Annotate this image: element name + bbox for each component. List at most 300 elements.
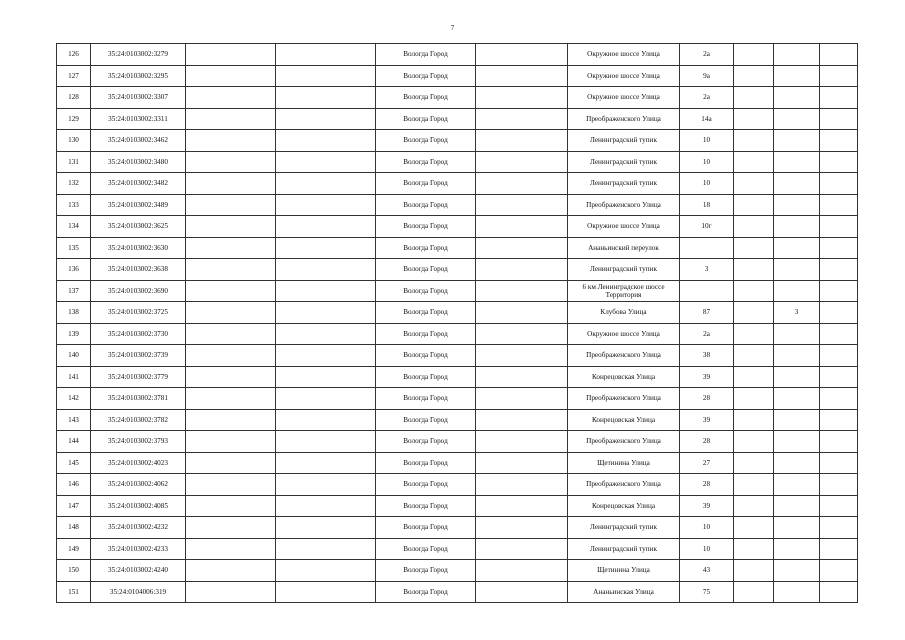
empty-cell: [186, 366, 276, 388]
empty-cell: [820, 44, 858, 66]
empty-cell: [734, 388, 774, 410]
row-number-cell: 137: [57, 280, 91, 302]
empty-cell: [820, 194, 858, 216]
street-cell: Ленинградский тупик: [568, 517, 680, 539]
empty-cell: [276, 302, 376, 324]
empty-cell: [734, 366, 774, 388]
table-row: [57, 474, 858, 496]
empty-cell: [820, 302, 858, 324]
empty-cell: [734, 280, 774, 302]
empty-cell: [476, 345, 568, 367]
cadastral-number-cell: 35:24:0103002:4233: [91, 538, 186, 560]
locality-cell: Вологда Город: [376, 409, 476, 431]
empty-cell: [734, 517, 774, 539]
street-cell: Ленинградский тупик: [568, 259, 680, 281]
house-number-cell: 39: [680, 366, 734, 388]
empty-cell: [276, 495, 376, 517]
locality-cell: Вологда Город: [376, 581, 476, 603]
empty-cell: [820, 323, 858, 345]
cadastral-number-cell: 35:24:0103002:3630: [91, 237, 186, 259]
empty-cell: [734, 108, 774, 130]
empty-cell: [276, 216, 376, 238]
registry-table: [56, 43, 858, 603]
locality-cell: Вологда Город: [376, 474, 476, 496]
locality-cell: Вологда Город: [376, 280, 476, 302]
empty-cell: [476, 194, 568, 216]
table-row: [57, 108, 858, 130]
empty-cell: [820, 517, 858, 539]
street-cell: Конрецовская Улица: [568, 495, 680, 517]
locality-cell: Вологда Город: [376, 173, 476, 195]
apartment-cell: [774, 345, 820, 367]
empty-cell: [734, 173, 774, 195]
street-cell: Ананьинская Улица: [568, 581, 680, 603]
house-number-cell: 3: [680, 259, 734, 281]
empty-cell: [476, 538, 568, 560]
row-number-cell: 141: [57, 366, 91, 388]
cadastral-number-cell: 35:24:0103002:4085: [91, 495, 186, 517]
empty-cell: [476, 108, 568, 130]
house-number-cell: 9а: [680, 65, 734, 87]
table-row: [57, 495, 858, 517]
empty-cell: [276, 87, 376, 109]
row-number-cell: 150: [57, 560, 91, 582]
empty-cell: [186, 431, 276, 453]
empty-cell: [734, 495, 774, 517]
empty-cell: [820, 345, 858, 367]
cadastral-number-cell: 35:24:0104006:319: [91, 581, 186, 603]
empty-cell: [186, 130, 276, 152]
locality-cell: Вологда Город: [376, 194, 476, 216]
house-number-cell: 10: [680, 130, 734, 152]
empty-cell: [734, 65, 774, 87]
empty-cell: [734, 474, 774, 496]
apartment-cell: [774, 452, 820, 474]
apartment-cell: [774, 323, 820, 345]
street-cell: Окружное шоссе Улица: [568, 323, 680, 345]
cadastral-number-cell: 35:24:0103002:3638: [91, 259, 186, 281]
street-cell: Ленинградский тупик: [568, 173, 680, 195]
empty-cell: [186, 237, 276, 259]
empty-cell: [276, 280, 376, 302]
house-number-cell: 28: [680, 388, 734, 410]
cadastral-number-cell: 35:24:0103002:3779: [91, 366, 186, 388]
empty-cell: [276, 474, 376, 496]
table-row: [57, 452, 858, 474]
table-row: [57, 173, 858, 195]
empty-cell: [476, 87, 568, 109]
locality-cell: Вологда Город: [376, 44, 476, 66]
empty-cell: [476, 517, 568, 539]
empty-cell: [820, 280, 858, 302]
street-cell: Ананьинский переулок: [568, 237, 680, 259]
empty-cell: [186, 409, 276, 431]
empty-cell: [820, 237, 858, 259]
row-number-cell: 133: [57, 194, 91, 216]
table-row: [57, 194, 858, 216]
row-number-cell: 147: [57, 495, 91, 517]
empty-cell: [476, 560, 568, 582]
street-cell: Преображенского Улица: [568, 345, 680, 367]
empty-cell: [476, 302, 568, 324]
apartment-cell: [774, 495, 820, 517]
street-cell: Щетинина Улица: [568, 560, 680, 582]
cadastral-number-cell: 35:24:0103002:4023: [91, 452, 186, 474]
row-number-cell: 140: [57, 345, 91, 367]
empty-cell: [186, 560, 276, 582]
row-number-cell: 151: [57, 581, 91, 603]
row-number-cell: 134: [57, 216, 91, 238]
empty-cell: [734, 237, 774, 259]
street-cell: Преображенского Улица: [568, 194, 680, 216]
street-cell: Окружное шоссе Улица: [568, 216, 680, 238]
empty-cell: [820, 409, 858, 431]
empty-cell: [476, 237, 568, 259]
street-cell: Окружное шоссе Улица: [568, 44, 680, 66]
row-number-cell: 136: [57, 259, 91, 281]
empty-cell: [734, 151, 774, 173]
empty-cell: [186, 474, 276, 496]
table-row: [57, 581, 858, 603]
table-row: [57, 431, 858, 453]
house-number-cell: 27: [680, 452, 734, 474]
apartment-cell: [774, 431, 820, 453]
apartment-cell: [774, 87, 820, 109]
street-cell: Конрецовская Улица: [568, 366, 680, 388]
empty-cell: [276, 323, 376, 345]
empty-cell: [476, 409, 568, 431]
empty-cell: [186, 216, 276, 238]
locality-cell: Вологда Город: [376, 87, 476, 109]
empty-cell: [276, 151, 376, 173]
row-number-cell: 146: [57, 474, 91, 496]
apartment-cell: [774, 194, 820, 216]
empty-cell: [186, 65, 276, 87]
row-number-cell: 127: [57, 65, 91, 87]
locality-cell: Вологда Город: [376, 431, 476, 453]
row-number-cell: 145: [57, 452, 91, 474]
empty-cell: [734, 323, 774, 345]
locality-cell: Вологда Город: [376, 560, 476, 582]
house-number-cell: [680, 237, 734, 259]
house-number-cell: 39: [680, 409, 734, 431]
empty-cell: [276, 538, 376, 560]
table-row: [57, 538, 858, 560]
apartment-cell: [774, 474, 820, 496]
cadastral-number-cell: 35:24:0103002:4062: [91, 474, 186, 496]
empty-cell: [186, 151, 276, 173]
empty-cell: [186, 538, 276, 560]
table-row: [57, 151, 858, 173]
table-row: [57, 259, 858, 281]
empty-cell: [476, 130, 568, 152]
empty-cell: [820, 151, 858, 173]
empty-cell: [186, 323, 276, 345]
empty-cell: [186, 388, 276, 410]
empty-cell: [820, 560, 858, 582]
locality-cell: Вологда Город: [376, 65, 476, 87]
apartment-cell: [774, 259, 820, 281]
house-number-cell: 2а: [680, 44, 734, 66]
empty-cell: [476, 366, 568, 388]
empty-cell: [734, 259, 774, 281]
locality-cell: Вологда Город: [376, 130, 476, 152]
table-row: [57, 409, 858, 431]
empty-cell: [476, 474, 568, 496]
street-cell: Окружное шоссе Улица: [568, 87, 680, 109]
row-number-cell: 130: [57, 130, 91, 152]
empty-cell: [734, 538, 774, 560]
table-row: [57, 517, 858, 539]
house-number-cell: 39: [680, 495, 734, 517]
empty-cell: [476, 216, 568, 238]
apartment-cell: [774, 237, 820, 259]
apartment-cell: [774, 130, 820, 152]
empty-cell: [476, 65, 568, 87]
empty-cell: [476, 173, 568, 195]
cadastral-number-cell: 35:24:0103002:3625: [91, 216, 186, 238]
empty-cell: [820, 431, 858, 453]
street-cell: 6 км Ленинградское шоссе Территория: [568, 280, 680, 302]
empty-cell: [276, 65, 376, 87]
locality-cell: Вологда Город: [376, 151, 476, 173]
empty-cell: [476, 431, 568, 453]
empty-cell: [276, 194, 376, 216]
cadastral-number-cell: 35:24:0103002:3781: [91, 388, 186, 410]
house-number-cell: 10: [680, 173, 734, 195]
street-cell: Преображенского Улица: [568, 431, 680, 453]
cadastral-number-cell: 35:24:0103002:3793: [91, 431, 186, 453]
cadastral-number-cell: 35:24:0103002:3725: [91, 302, 186, 324]
empty-cell: [276, 388, 376, 410]
empty-cell: [820, 538, 858, 560]
apartment-cell: [774, 409, 820, 431]
empty-cell: [276, 345, 376, 367]
table-row: [57, 87, 858, 109]
empty-cell: [186, 87, 276, 109]
locality-cell: Вологда Город: [376, 495, 476, 517]
row-number-cell: 144: [57, 431, 91, 453]
cadastral-number-cell: 35:24:0103002:3480: [91, 151, 186, 173]
apartment-cell: [774, 216, 820, 238]
locality-cell: Вологда Город: [376, 452, 476, 474]
empty-cell: [820, 366, 858, 388]
house-number-cell: 10: [680, 517, 734, 539]
empty-cell: [820, 65, 858, 87]
locality-cell: Вологда Город: [376, 302, 476, 324]
table-row: [57, 44, 858, 66]
cadastral-number-cell: 35:24:0103002:4232: [91, 517, 186, 539]
empty-cell: [186, 280, 276, 302]
street-cell: Ленинградский тупик: [568, 151, 680, 173]
table-row: [57, 65, 858, 87]
empty-cell: [276, 431, 376, 453]
empty-cell: [820, 388, 858, 410]
empty-cell: [734, 216, 774, 238]
street-cell: Преображенского Улица: [568, 474, 680, 496]
apartment-cell: [774, 538, 820, 560]
table-row: [57, 345, 858, 367]
apartment-cell: [774, 517, 820, 539]
table-row: [57, 130, 858, 152]
empty-cell: [820, 259, 858, 281]
empty-cell: [734, 431, 774, 453]
locality-cell: Вологда Город: [376, 259, 476, 281]
empty-cell: [276, 452, 376, 474]
house-number-cell: [680, 280, 734, 302]
apartment-cell: [774, 581, 820, 603]
empty-cell: [186, 44, 276, 66]
row-number-cell: 143: [57, 409, 91, 431]
cadastral-number-cell: 35:24:0103002:3307: [91, 87, 186, 109]
house-number-cell: 43: [680, 560, 734, 582]
locality-cell: Вологда Город: [376, 538, 476, 560]
empty-cell: [276, 130, 376, 152]
empty-cell: [734, 194, 774, 216]
house-number-cell: 18: [680, 194, 734, 216]
empty-cell: [276, 409, 376, 431]
empty-cell: [186, 173, 276, 195]
empty-cell: [820, 581, 858, 603]
empty-cell: [276, 366, 376, 388]
cadastral-number-cell: 35:24:0103002:3739: [91, 345, 186, 367]
empty-cell: [820, 474, 858, 496]
empty-cell: [734, 345, 774, 367]
empty-cell: [186, 345, 276, 367]
table-row: [57, 302, 858, 324]
apartment-cell: [774, 108, 820, 130]
empty-cell: [476, 452, 568, 474]
empty-cell: [186, 194, 276, 216]
house-number-cell: 28: [680, 431, 734, 453]
street-cell: Конрецовская Улица: [568, 409, 680, 431]
empty-cell: [476, 44, 568, 66]
cadastral-number-cell: 35:24:0103002:3279: [91, 44, 186, 66]
cadastral-number-cell: 35:24:0103002:3489: [91, 194, 186, 216]
empty-cell: [186, 517, 276, 539]
cadastral-number-cell: 35:24:0103002:3482: [91, 173, 186, 195]
empty-cell: [186, 259, 276, 281]
empty-cell: [476, 259, 568, 281]
row-number-cell: 129: [57, 108, 91, 130]
table-row: [57, 323, 858, 345]
house-number-cell: 10: [680, 538, 734, 560]
empty-cell: [276, 581, 376, 603]
row-number-cell: 139: [57, 323, 91, 345]
row-number-cell: 149: [57, 538, 91, 560]
empty-cell: [820, 87, 858, 109]
table-row: [57, 560, 858, 582]
table-row: [57, 280, 858, 302]
apartment-cell: [774, 366, 820, 388]
house-number-cell: 2а: [680, 87, 734, 109]
empty-cell: [186, 581, 276, 603]
house-number-cell: 2а: [680, 323, 734, 345]
row-number-cell: 128: [57, 87, 91, 109]
apartment-cell: [774, 65, 820, 87]
registry-body: [57, 44, 858, 603]
empty-cell: [276, 108, 376, 130]
house-number-cell: 14а: [680, 108, 734, 130]
row-number-cell: 126: [57, 44, 91, 66]
empty-cell: [734, 130, 774, 152]
empty-cell: [276, 517, 376, 539]
apartment-cell: [774, 173, 820, 195]
empty-cell: [276, 560, 376, 582]
empty-cell: [276, 259, 376, 281]
house-number-cell: 28: [680, 474, 734, 496]
locality-cell: Вологда Город: [376, 366, 476, 388]
locality-cell: Вологда Город: [376, 323, 476, 345]
empty-cell: [476, 280, 568, 302]
street-cell: Клубова Улица: [568, 302, 680, 324]
page-number: 7: [450, 24, 455, 32]
street-cell: Преображенского Улица: [568, 388, 680, 410]
empty-cell: [734, 302, 774, 324]
empty-cell: [820, 108, 858, 130]
house-number-cell: 38: [680, 345, 734, 367]
empty-cell: [476, 388, 568, 410]
locality-cell: Вологда Город: [376, 388, 476, 410]
locality-cell: Вологда Город: [376, 237, 476, 259]
house-number-cell: 10: [680, 151, 734, 173]
cadastral-number-cell: 35:24:0103002:3462: [91, 130, 186, 152]
house-number-cell: 87: [680, 302, 734, 324]
empty-cell: [276, 44, 376, 66]
row-number-cell: 148: [57, 517, 91, 539]
street-cell: Ленинградский тупик: [568, 130, 680, 152]
empty-cell: [734, 87, 774, 109]
cadastral-number-cell: 35:24:0103002:3690: [91, 280, 186, 302]
house-number-cell: 10г: [680, 216, 734, 238]
table-row: [57, 216, 858, 238]
apartment-cell: [774, 388, 820, 410]
locality-cell: Вологда Город: [376, 108, 476, 130]
locality-cell: Вологда Город: [376, 345, 476, 367]
empty-cell: [820, 130, 858, 152]
empty-cell: [820, 173, 858, 195]
cadastral-number-cell: 35:24:0103002:3295: [91, 65, 186, 87]
house-number-cell: 75: [680, 581, 734, 603]
empty-cell: [820, 216, 858, 238]
empty-cell: [186, 108, 276, 130]
empty-cell: [186, 452, 276, 474]
empty-cell: [276, 173, 376, 195]
row-number-cell: 138: [57, 302, 91, 324]
apartment-cell: 3: [774, 302, 820, 324]
row-number-cell: 142: [57, 388, 91, 410]
cadastral-number-cell: 35:24:0103002:3311: [91, 108, 186, 130]
apartment-cell: [774, 44, 820, 66]
empty-cell: [476, 151, 568, 173]
table-row: [57, 388, 858, 410]
street-cell: Преображенского Улица: [568, 108, 680, 130]
empty-cell: [276, 237, 376, 259]
empty-cell: [476, 323, 568, 345]
empty-cell: [186, 495, 276, 517]
cadastral-number-cell: 35:24:0103002:3782: [91, 409, 186, 431]
empty-cell: [734, 581, 774, 603]
empty-cell: [820, 452, 858, 474]
cadastral-number-cell: 35:24:0103002:4240: [91, 560, 186, 582]
street-cell: Ленинградский тупик: [568, 538, 680, 560]
row-number-cell: 135: [57, 237, 91, 259]
empty-cell: [186, 302, 276, 324]
locality-cell: Вологда Город: [376, 517, 476, 539]
empty-cell: [476, 581, 568, 603]
empty-cell: [820, 495, 858, 517]
apartment-cell: [774, 151, 820, 173]
